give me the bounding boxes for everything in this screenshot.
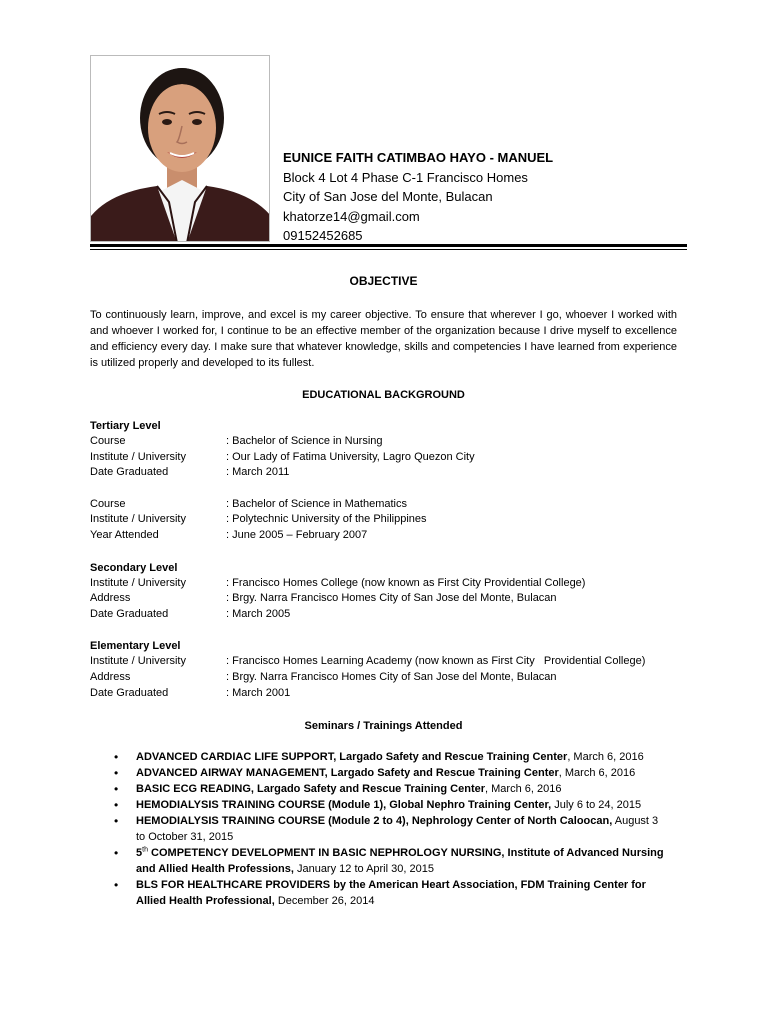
bullet-icon: • [114,750,119,764]
list-item [90,765,666,781]
education-section [90,418,690,701]
row-value: : March 2001 [226,686,291,699]
seminar-title: BLS FOR HEALTHCARE PROVIDERS by the American Heart Association, FDM Training Center for Allied Health Professional, [136,879,646,907]
row-label: Date Graduated [90,607,169,620]
education-row [90,670,690,686]
row-label: Date Graduated [90,466,169,479]
seminar-title: COMPETENCY DEVELOPMENT IN BASIC NEPHROLOGY NURSING, Institute of Advanced Nursing and Allied Health Professions, [136,847,664,875]
education-row [90,434,690,450]
row-label: Institute / University [90,513,186,526]
address-line-1: Block 4 Lot 4 Phase C-1 Francisco Homes [283,169,528,185]
email-address: khatorze14@gmail.com [283,208,420,224]
profile-photo [90,55,270,242]
row-value: : June 2005 – February 2007 [226,529,368,542]
seminar-date: , March 6, 2016 [567,751,644,763]
seminar-date: January 12 to April 30, 2015 [293,863,434,875]
education-row [90,686,690,702]
seminar-title: ADVANCED CARDIAC LIFE SUPPORT, Largado Safety and Rescue Training Center [136,751,568,763]
secondary-level-label: Secondary Level [90,561,178,574]
applicant-name: EUNICE FAITH CATIMBAO HAYO - MANUEL [283,150,554,165]
contact-block [283,148,553,246]
education-row [90,607,690,623]
education-row [90,450,690,466]
seminar-date: , March 6, 2016 [558,767,636,779]
row-label: Address [90,592,131,605]
header-divider-thick [90,244,687,247]
row-label: Year Attended [90,529,159,542]
objective-text: To continuously learn, improve, and excel is my career objective. To ensure that wherever I go, whoever I worked with and whoever I worked for, I continue to be an effective member of the organization because I drive myself to excellence and efficiency every day. I make sure that whatever knowledge, skills and competencies I have learned from experience is utilized properly and developed to its fullest. [90,309,677,369]
row-value: : Francisco Homes Learning Academy (now known as First City Providential College) [226,655,646,668]
bullet-icon: • [114,782,119,796]
seminar-title: HEMODIALYSIS TRAINING COURSE (Module 1), Global Nephro Training Center, [136,799,552,811]
row-value: : Polytechnic University of the Philippines [226,513,427,526]
row-value: : Bachelor of Science in Nursing [226,435,383,447]
seminar-date: July 6 to 24, 2015 [551,799,642,811]
education-row [90,512,690,528]
list-item [90,781,666,797]
ordinal-suffix: th [142,846,148,854]
elementary-level-label: Elementary Level [90,640,181,653]
bullet-icon: • [114,846,119,860]
header-divider-thin [90,249,687,250]
education-row [90,528,690,544]
education-row [90,497,690,513]
row-label: Course [90,497,126,510]
row-label: Institute / University [90,655,186,668]
row-label: Address [90,670,131,683]
seminar-title: BASIC ECG READING, Largado Safety and Rescue Training Center [136,783,486,795]
seminars-heading: Seminars / Trainings Attended [304,720,463,732]
seminar-date: December 26, 2014 [274,895,375,907]
list-item [90,813,666,845]
row-label: Institute / University [90,450,186,463]
bullet-icon: • [114,814,119,828]
row-value: : Brgy. Narra Francisco Homes City of San Jose del Monte, Bulacan [226,592,557,605]
address-line-2: City of San Jose del Monte, Bulacan [283,189,493,204]
seminars-list [90,749,690,909]
bullet-icon: • [114,798,119,812]
bullet-icon: • [114,878,119,892]
phone-number: 09152452685 [283,228,363,243]
education-heading: EDUCATIONAL BACKGROUND [302,389,465,401]
list-item [90,797,666,813]
list-item [90,877,666,909]
education-row [90,591,690,607]
row-label: Course [90,435,126,447]
seminar-ordinal: 5 [136,847,143,859]
education-row [90,654,690,670]
objective-heading: OBJECTIVE [349,274,418,288]
tertiary-level-label: Tertiary Level [90,420,161,432]
row-label: Institute / University [90,576,186,589]
list-item [90,749,666,765]
seminar-title: ADVANCED AIRWAY MANAGEMENT, Largado Safety and Rescue Training Center [136,767,559,779]
row-value: : Our Lady of Fatima University, Lagro Quezon City [226,450,475,463]
row-label: Date Graduated [90,686,169,699]
row-value: : Bachelor of Science in Mathematics [226,497,407,510]
seminar-date: August 3 to October 31, 2015 [136,815,659,843]
seminar-date: , March 6, 2016 [485,783,562,795]
education-row [90,465,690,481]
row-value: : Francisco Homes College (now known as First City Providential College) [226,576,586,589]
seminar-title: HEMODIALYSIS TRAINING COURSE (Module 2 to 4), Nephrology Center of North Caloocan, [136,815,613,827]
row-value: : March 2011 [226,466,290,479]
list-item [90,845,666,877]
seminars-section [90,749,690,909]
bullet-icon: • [114,766,119,780]
education-row [90,576,690,592]
row-value: : March 2005 [226,607,291,620]
row-value: : Brgy. Narra Francisco Homes City of San Jose del Monte, Bulacan [226,670,557,683]
